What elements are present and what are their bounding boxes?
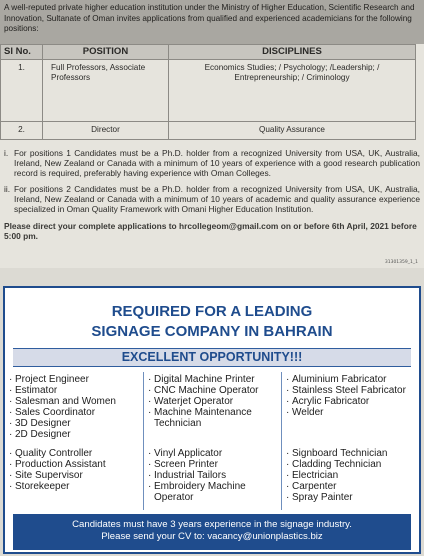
bullet-icon: · [148,448,152,459]
bullet-icon: · [9,385,13,396]
bullet-icon: · [148,396,152,407]
heading-line-1: REQUIRED FOR A LEADING [111,303,313,320]
job-title: Sales Coordinator [15,407,96,418]
job-title: Waterjet Operator [154,396,234,407]
job-title-item [286,470,417,481]
note-number: ii. [4,184,11,194]
bullet-icon: · [148,481,152,492]
job-title-item [148,396,279,407]
job-columns [5,372,419,510]
bullet-icon: · [286,470,290,481]
bullet-icon: · [286,407,290,418]
footer-contact-email: Please send your CV to: vacancy@unionplastics.biz [101,531,323,542]
ad-reference-code: 31301359_1_1 [384,260,418,265]
job-title-item [148,407,279,429]
job-title: Cladding Technician [292,459,382,470]
job-title: Salesman and Women [15,396,116,407]
job-title-item [9,396,141,407]
job-title: Storekeeper [15,481,70,492]
job-title-item [286,448,417,459]
job-title: Estimator [15,385,58,396]
row-disciplines: Quality Assurance [168,122,415,140]
bullet-icon: · [286,374,290,385]
job-title: Quality Controller [15,448,93,459]
bullet-icon: · [9,470,13,481]
table-row [1,60,416,122]
header-disciplines: DISCIPLINES [168,45,415,60]
note-text: For positions 2 Candidates must be a Ph.D. holder from a recognized University from USA, UK, Australia, Ireland, New Zealand or Canada with a minimum of 10 years of academic and quality assurance experience specialized in Oman Quality Framework with Omani Higher Education Institution. [14,184,420,214]
bullet-icon: · [9,396,13,407]
job-title-item [286,407,417,418]
row-sl-no: 1. [1,60,43,122]
academic-job-advertisement [0,0,424,268]
job-title-item [286,459,417,470]
job-title-item [286,374,417,385]
job-title-item [9,429,141,440]
job-title-item [286,396,417,407]
job-title-item [286,385,417,396]
positions-table [0,44,416,140]
bullet-icon: · [9,459,13,470]
bullet-icon: · [286,459,290,470]
row-sl-no: 2. [1,122,43,140]
row-position: Director [43,122,169,140]
job-title: Screen Printer [154,459,218,470]
row-position: Full Professors, Associate Professors [43,60,169,122]
job-title-item [9,448,141,459]
job-title-item [148,470,279,481]
job-column-3 [281,372,419,510]
job-title: Industrial Tailors [154,470,227,481]
job-title: Electrician [292,470,339,481]
heading-line-2: SIGNAGE COMPANY IN BAHRAIN [91,323,333,340]
header-sl-no: Sl No. [1,45,43,60]
note-item [4,184,420,214]
bullet-icon: · [286,492,290,503]
bullet-icon: · [148,407,152,418]
job-title: Site Supervisor [15,470,83,481]
job-title-item [9,470,141,481]
header-position: POSITION [43,45,169,60]
bullet-icon: · [286,481,290,492]
job-title: 3D Designer [15,418,71,429]
job-title-item [9,481,141,492]
note-number: i. [4,148,9,158]
application-footer [13,514,411,550]
job-list [286,374,417,418]
opportunity-banner: EXCELLENT OPPORTUNITY!!! [13,348,411,367]
job-title-item [9,418,141,429]
job-title-item [286,481,417,492]
job-title-item [9,374,141,385]
job-title: Digital Machine Printer [154,374,255,385]
intro-paragraph: A well-reputed private higher education institution under the Ministry of Higher Education, Scientific Research and Innovation, Sultanate of Oman invites applications from qualified and experienced academicians for the following positions: [0,0,424,44]
job-title: Project Engineer [15,374,89,385]
job-title: Acrylic Fabricator [292,396,370,407]
table-row [1,122,416,140]
bullet-icon: · [9,429,13,440]
job-title: Stainless Steel Fabricator [292,385,406,396]
bullet-icon: · [286,448,290,459]
job-title-item [9,385,141,396]
job-title-item [9,407,141,418]
job-title: Production Assistant [15,459,106,470]
job-column-2 [143,372,281,510]
job-title: Aluminium Fabricator [292,374,387,385]
bullet-icon: · [148,385,152,396]
note-item [4,148,420,178]
job-title-item [148,448,279,459]
job-title: Carpenter [292,481,337,492]
footer-experience-note: Candidates must have 3 years experience in the signage industry. [72,519,352,530]
job-title-item [148,374,279,385]
bullet-icon: · [9,481,13,492]
job-title: CNC Machine Operator [154,385,259,396]
application-contact: Please direct your complete applications to hrcollegeom@gmail.com on or before 6th April, 2021 before 5:00 pm. [4,221,417,241]
bullet-icon: · [286,396,290,407]
signage-job-advertisement [3,286,421,554]
job-list [148,374,279,429]
bullet-icon: · [9,374,13,385]
job-title-item [148,459,279,470]
job-title: Spray Painter [292,492,353,503]
job-title: Signboard Technician [292,448,388,459]
bullet-icon: · [9,407,13,418]
job-title-item [286,492,417,503]
job-title: Vinyl Applicator [154,448,223,459]
job-list [148,448,279,503]
requirements-notes [0,140,424,214]
job-title: Embroidery Machine Operator [154,481,246,503]
row-disciplines: Economics Studies; / Psychology; /Leadership; / Entrepreneurship; / Criminology [168,60,415,122]
bullet-icon: · [148,459,152,470]
job-title-item [148,385,279,396]
job-title: Machine Maintenance Technician [154,407,252,429]
job-list [9,448,141,492]
job-title-item [9,459,141,470]
job-column-1 [5,372,143,510]
job-list [286,448,417,503]
job-title: 2D Designer [15,429,71,440]
ad-heading [5,288,419,342]
job-title-item [148,481,279,503]
note-text: For positions 1 Candidates must be a Ph.D. holder from a recognized University from USA, UK, Australia, Ireland, New Zealand or Canada with a minimum of 10 years of experience with a good research publication record is required, preferably having experience with Oman Colleges. [14,148,420,178]
bullet-icon: · [148,470,152,481]
bullet-icon: · [148,374,152,385]
bullet-icon: · [9,418,13,429]
job-title: Welder [292,407,324,418]
bullet-icon: · [286,385,290,396]
bullet-icon: · [9,448,13,459]
job-list [9,374,141,440]
table-header-row [1,45,416,60]
